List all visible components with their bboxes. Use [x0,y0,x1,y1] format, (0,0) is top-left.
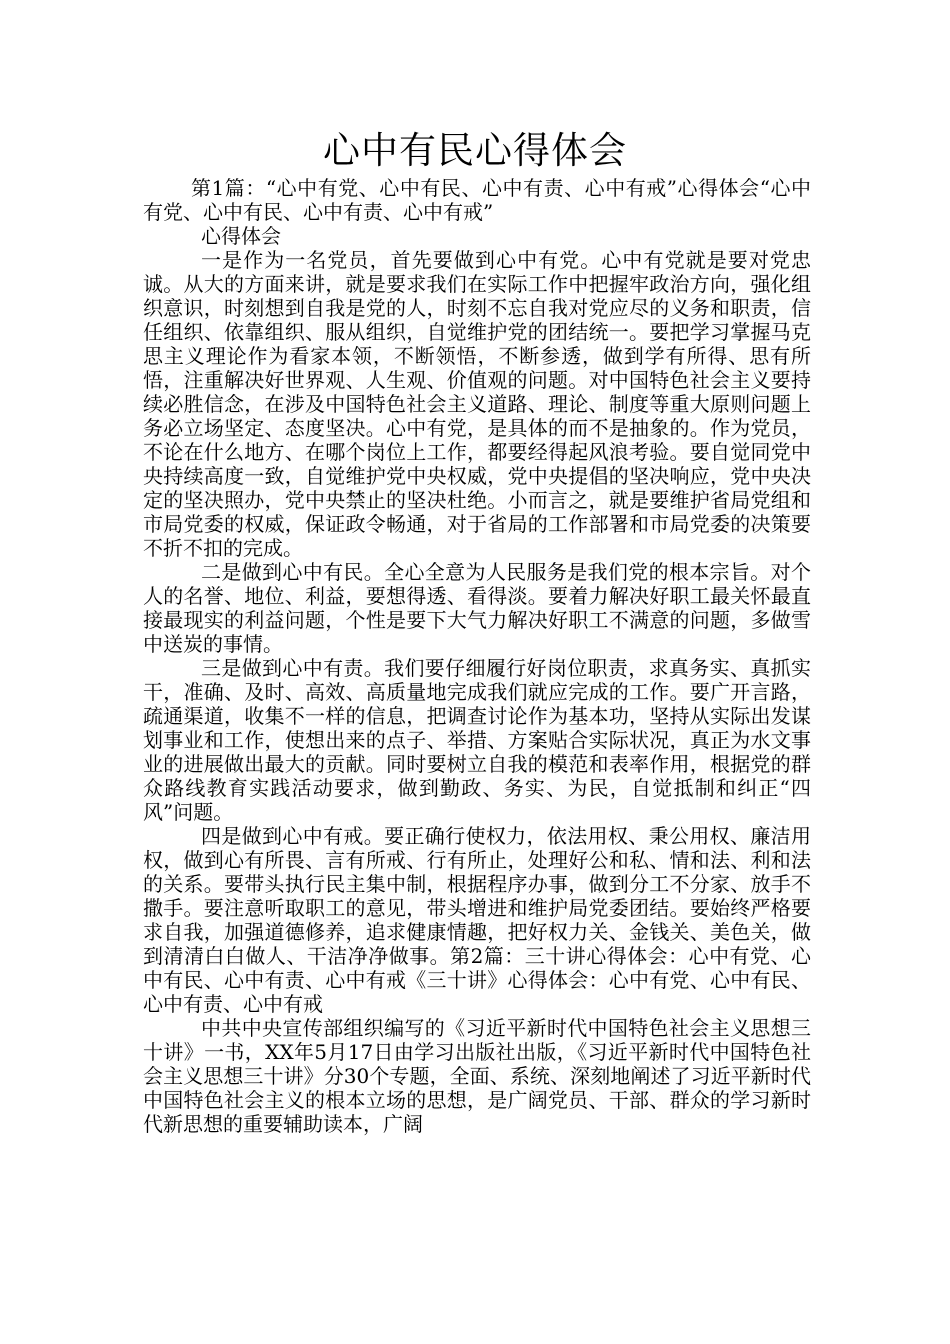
paragraph-heart-party: 一是作为一名党员，首先要做到心中有党。心中有党就是要对党忠诚。从大的方面来讲，就是要求我们在实际工作中把握牢政治方向，强化组织意识，时刻想到自我是党的人，时刻不忘自我对党应尽的义务和职责，信任组织、依靠组织、服从组织，自觉维护党的团结统一。要把学习掌握马克思主义理论作为看家本领，不断领悟，不断参透，做到学有所得、思有所悟，注重解决好世界观、人生观、价值观的问题。对中国特色社会主义要持续必胜信念，在涉及中国特色社会主义道路、理论、制度等重大原则问题上务必立场坚定、态度坚决。心中有党，是具体的而不是抽象的。作为党员，不论在什么地方、在哪个岗位上工作，都要经得起风浪考验。要自觉同党中央持续高度一致，自觉维护党中央权威，党中央提倡的坚决响应，党中央决定的坚决照办，党中央禁止的坚决杜绝。小而言之，就是要维护省局党组和市局党委的权威，保证政令畅通，对于省局的工作部署和市局党委的决策要不折不扣的完成。 [143,248,811,560]
paragraph-heart-discipline: 四是做到心中有戒。要正确行使权力，依法用权、秉公用权、廉洁用权，做到心有所畏、言有所戒、行有所止，处理好公和私、情和法、利和法的关系。要带头执行民主集中制，根据程序办事，做到分工不分家、放手不撒手。要注意听取职工的意见，带头增进和维护局党委团结。要始终严格要求自我，加强道德修养，追求健康情趣，把好权力关、金钱关、美色关，做到清清白白做人、干洁净净做事。第2篇：三十讲心得体会：心中有党、心中有民、心中有责、心中有戒《三十讲》心得体会：心中有党、心中有民、心中有责、心中有戒 [143,824,811,1016]
paragraph-heart-duty: 三是做到心中有责。我们要仔细履行好岗位职责，求真务实、真抓实干，准确、及时、高效、高质量地完成我们就应完成的工作。要广开言路，疏通渠道，收集不一样的信息，把调查讨论作为基本功，坚持从实际出发谋划事业和工作，使想出来的点子、举措、方案贴合实际状况，真正为水文事业的进展做出最大的贡献。同时要树立自我的模范和表率作用，根据党的群众路线教育实践活动要求，做到勤政、务实、为民，自觉抵制和纠正“四风”问题。 [143,656,811,824]
section-1-heading: 第1篇：“心中有党、心中有民、心中有责、心中有戒”心得体会“心中有党、心中有民、心中有责、心中有戒” [143,176,811,224]
section-1-heading-continued: 心得体会 [201,224,281,248]
paragraph-heart-people: 二是做到心中有民。全心全意为人民服务是我们党的根本宗旨。对个人的名誉、地位、利益，要想得透、看得淡。要着力解决好职工最关怀最直接最现实的利益问题，个性是要下大气力解决好职工不满意的问题，多做雪中送炭的事情。 [143,560,811,656]
document-title: 心中有民心得体会 [323,129,627,172]
document-body [143,176,811,1136]
paragraph-thirty-lectures: 中共中央宣传部组织编写的《习近平新时代中国特色社会主义思想三十讲》一书，XX年5月17日由学习出版社出版，《习近平新时代中国特色社会主义思想三十讲》分30个专题，全面、系统、深刻地阐述了习近平新时代中国特色社会主义的根本立场的思想，是广阔党员、干部、群众的学习新时代新思想的重要辅助读本，广阔 [143,1016,811,1136]
